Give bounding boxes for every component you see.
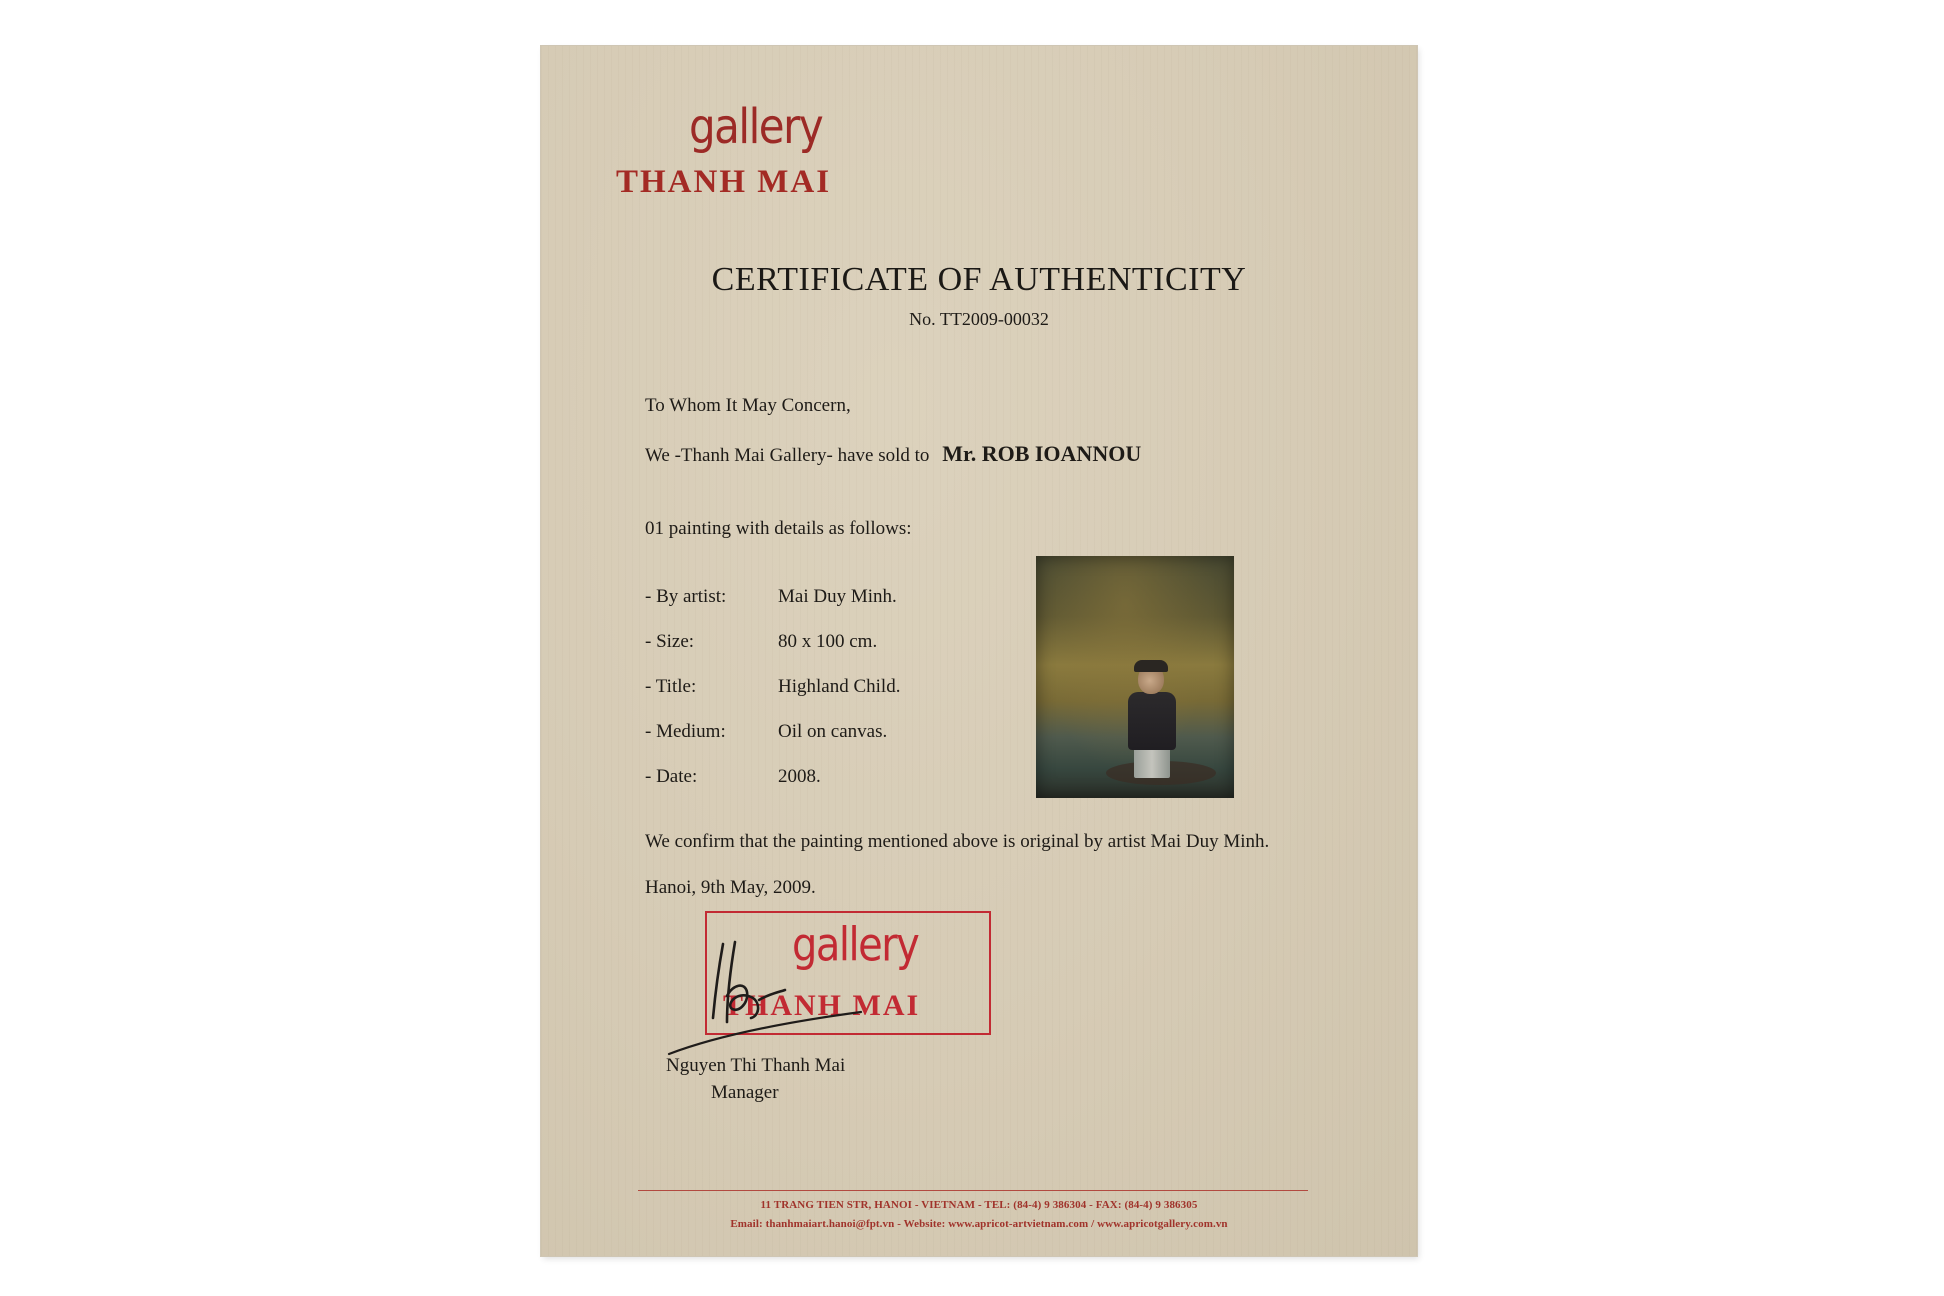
certificate-sheet <box>541 46 1417 1256</box>
certificate-number: No. TT2009-00032 <box>909 309 1049 329</box>
footer-address: 11 TRANG TIEN STR, HANOI - VIETNAM - TEL: (84-4) 9 386304 - FAX: (84-4) 9 386305 <box>760 1199 1198 1211</box>
gallery-logo-name: THANH MAI <box>616 164 832 200</box>
footer-contact: Email: thanhmaiart.hanoi@fpt.vn - Website: www.apricot-artvietnam.com / www.apricotgallery.com.vn <box>730 1218 1228 1230</box>
footer-divider <box>638 1190 1308 1191</box>
detail-label: - Size: <box>645 631 695 652</box>
detail-value: Oil on canvas. <box>778 721 888 742</box>
confirmation-statement: We confirm that the painting mentioned above is original by artist Mai Duy Minh. <box>645 831 1270 852</box>
signatory-name: Nguyen Thi Thanh Mai <box>666 1055 846 1076</box>
detail-value: Mai Duy Minh. <box>778 586 897 607</box>
detail-label: - Title: <box>645 676 697 697</box>
salutation: To Whom It May Concern, <box>645 395 851 416</box>
detail-label: - Date: <box>645 766 698 787</box>
handwritten-signature <box>661 926 901 1066</box>
detail-label: - By artist: <box>645 586 727 607</box>
detail-label: - Medium: <box>645 721 726 742</box>
detail-value: 2008. <box>778 766 821 787</box>
recipient-name: Mr. ROB IOANNOU <box>942 441 1142 466</box>
place-and-date: Hanoi, 9th May, 2009. <box>645 877 816 898</box>
sold-statement <box>645 441 1141 467</box>
sold-statement-text: We -Thanh Mai Gallery- have sold to <box>645 445 930 466</box>
detail-value: 80 x 100 cm. <box>778 631 878 652</box>
detail-value: Highland Child. <box>778 676 901 697</box>
stamp-logo-word: gallery <box>792 919 919 972</box>
certificate-title: CERTIFICATE OF AUTHENTICITY <box>711 261 1247 298</box>
gallery-logo-word: gallery <box>689 98 823 155</box>
painting-intro: 01 painting with details as follows: <box>645 518 912 539</box>
stamp-logo-name: THANH MAI <box>723 989 921 1022</box>
painting-photo <box>1036 556 1234 798</box>
signatory-role: Manager <box>711 1082 779 1103</box>
